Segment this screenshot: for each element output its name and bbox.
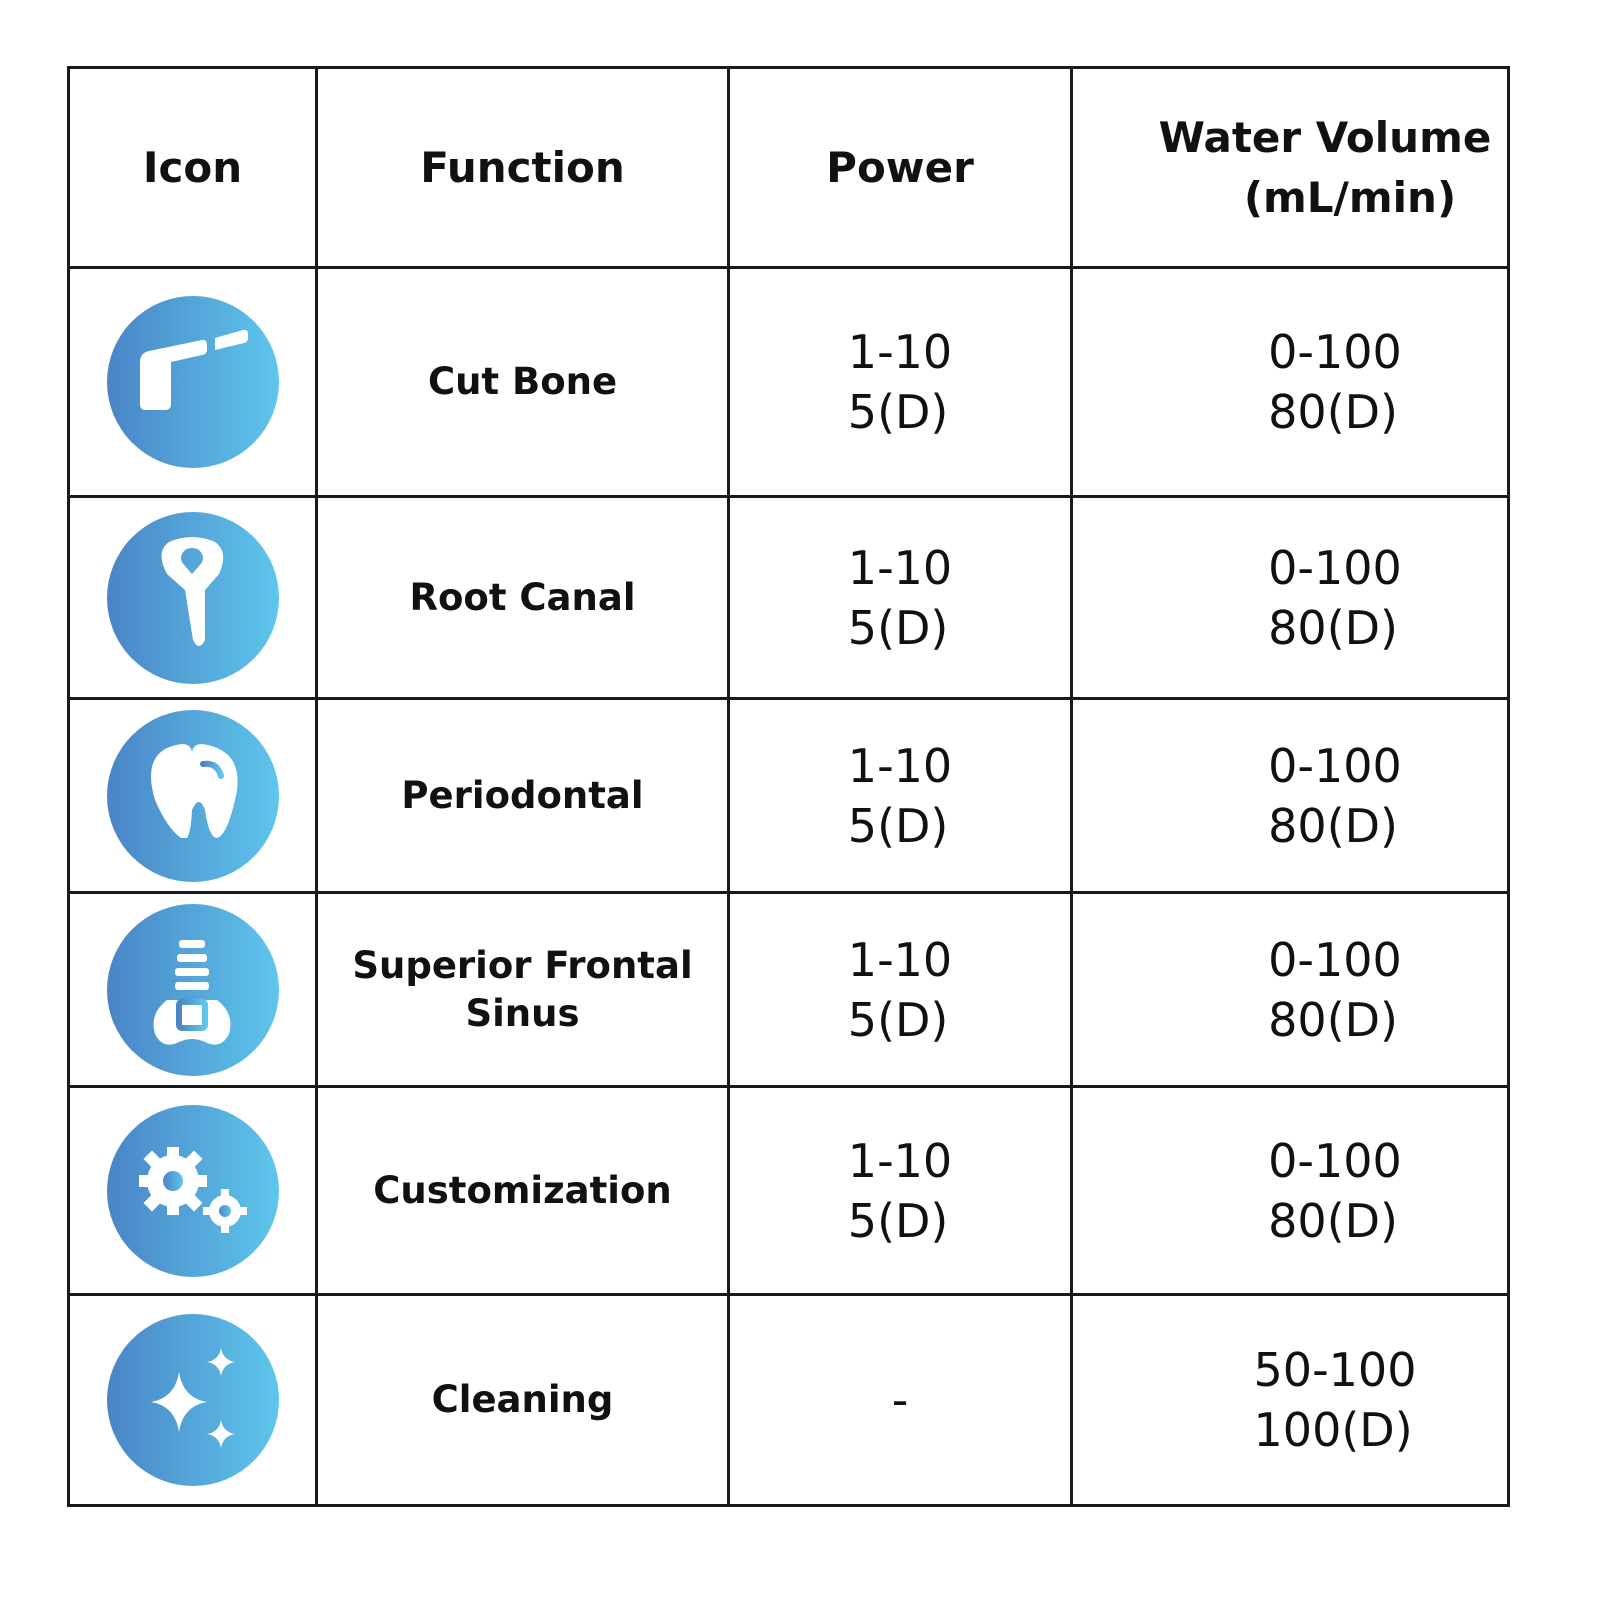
power-value: - <box>891 1373 909 1427</box>
function-label: Sinus <box>465 991 580 1035</box>
power-value: 5(D) <box>847 600 949 655</box>
function-cell <box>317 268 729 497</box>
water-volume-value: 0-100 <box>1268 1133 1402 1188</box>
function-cell <box>317 1295 729 1506</box>
function-cell <box>317 497 729 699</box>
icon-cell <box>69 699 317 893</box>
function-cell <box>317 1087 729 1295</box>
power-value-group <box>848 322 952 442</box>
power-value-group <box>848 1131 952 1251</box>
spec-table <box>67 66 1510 1507</box>
table-row <box>69 497 1509 699</box>
power-value: 5(D) <box>847 798 949 853</box>
icon-cell <box>69 1087 317 1295</box>
water-volume-cell <box>1072 497 1509 699</box>
water-volume-cell <box>1072 699 1509 893</box>
header-water-volume <box>1072 68 1509 268</box>
water-volume-value: 0-100 <box>1268 540 1402 595</box>
water-volume-value: 0-100 <box>1268 738 1402 793</box>
power-value: 1-10 <box>847 540 953 595</box>
icon-cell <box>69 893 317 1087</box>
power-value: 1-10 <box>847 932 953 987</box>
water-volume-value: 80(D) <box>1268 385 1399 439</box>
water-volume-cell <box>1072 268 1509 497</box>
function-cell <box>317 893 729 1087</box>
water-volume-cell <box>1072 893 1509 1087</box>
power-value-group <box>848 736 952 856</box>
table-row <box>69 268 1509 497</box>
water-volume-value-group <box>1268 1131 1402 1251</box>
table-body <box>69 268 1509 1506</box>
header-function: Function <box>317 68 729 268</box>
function-label: Cleaning <box>431 1378 614 1421</box>
water-volume-value: 0-100 <box>1268 932 1402 987</box>
power-value: 1-10 <box>847 325 953 379</box>
power-value: 5(D) <box>847 1193 949 1248</box>
sparkle-icon <box>107 1314 279 1486</box>
water-volume-value: 80(D) <box>1268 798 1399 853</box>
table-row <box>69 1087 1509 1295</box>
water-volume-value: 80(D) <box>1268 992 1399 1047</box>
water-volume-value-group <box>1268 736 1402 856</box>
power-value-group <box>848 538 952 658</box>
table-row <box>69 699 1509 893</box>
header-power: Power <box>729 68 1072 268</box>
power-cell <box>729 699 1072 893</box>
water-volume-value: 80(D) <box>1268 600 1399 655</box>
header-row <box>69 68 1509 268</box>
water-volume-value-group <box>1268 322 1402 442</box>
gears-icon <box>107 1105 279 1277</box>
power-cell <box>729 893 1072 1087</box>
table-row <box>69 1295 1509 1506</box>
function-cell <box>317 699 729 893</box>
water-volume-unit: (mL/min) <box>1243 172 1457 222</box>
tooth-icon <box>107 710 279 882</box>
power-cell <box>729 1295 1072 1506</box>
power-cell <box>729 1087 1072 1295</box>
water-volume-value-group <box>1268 930 1402 1050</box>
water-volume-value: 80(D) <box>1268 1193 1399 1248</box>
icon-cell <box>69 497 317 699</box>
power-value-group <box>892 1370 909 1430</box>
water-volume-value-group <box>1254 1340 1417 1460</box>
function-label: Periodontal <box>401 773 644 817</box>
function-label: Root Canal <box>409 575 636 619</box>
icon-cell <box>69 1295 317 1506</box>
function-label: Superior Frontal <box>352 943 693 987</box>
root-canal-icon <box>107 512 279 684</box>
water-volume-label <box>1159 108 1492 228</box>
function-label: Customization <box>373 1168 672 1212</box>
power-value: 5(D) <box>847 992 949 1047</box>
power-value-group <box>848 930 952 1050</box>
water-volume-line1: Water Volume <box>1158 112 1492 162</box>
icon-cell <box>69 268 317 497</box>
water-volume-value: 0-100 <box>1268 325 1402 379</box>
water-volume-cell <box>1072 1087 1509 1295</box>
function-label: Cut Bone <box>427 360 618 403</box>
power-value: 1-10 <box>847 1133 953 1188</box>
handpiece-icon <box>107 296 279 468</box>
table-row <box>69 893 1509 1087</box>
power-value: 5(D) <box>847 385 949 439</box>
power-cell <box>729 268 1072 497</box>
power-cell <box>729 497 1072 699</box>
implant-icon <box>107 904 279 1076</box>
water-volume-value-group <box>1268 538 1402 658</box>
power-value: 1-10 <box>847 738 953 793</box>
water-volume-cell <box>1072 1295 1509 1506</box>
water-volume-value: 100(D) <box>1253 1403 1413 1457</box>
water-volume-value: 50-100 <box>1253 1343 1417 1397</box>
header-icon: Icon <box>69 68 317 268</box>
